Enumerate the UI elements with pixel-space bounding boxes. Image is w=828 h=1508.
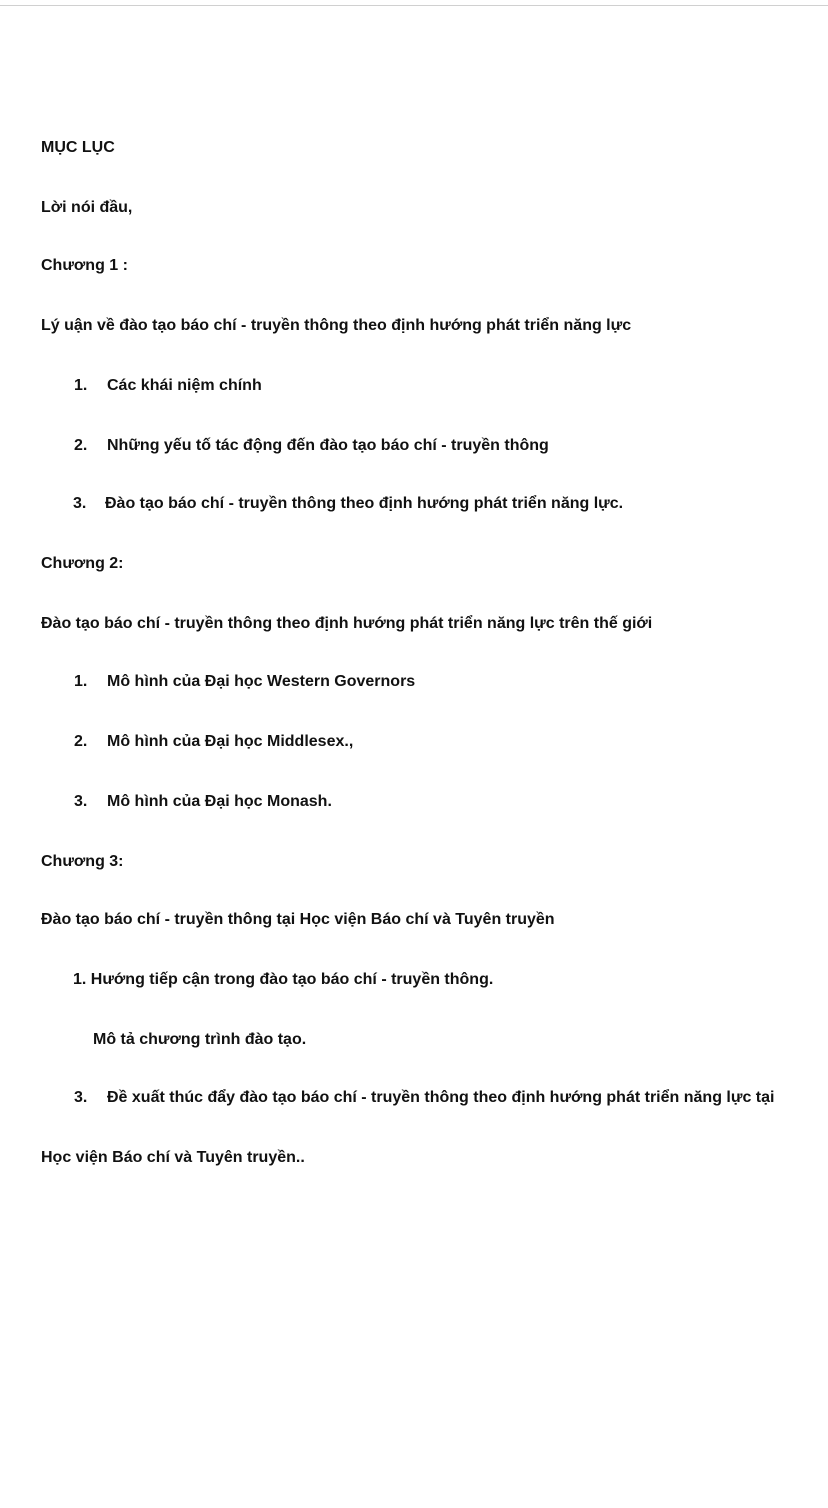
chapter-2-item-3-number: 3. bbox=[74, 793, 88, 810]
chapter-3-item-2: Mô tả chương trình đào tạo. bbox=[93, 1031, 307, 1048]
chapter-3-heading: Đào tạo báo chí - truyền thông tại Học viện Báo chí và Tuyên truyền bbox=[41, 911, 555, 928]
chapter-1-item-2: Những yếu tố tác động đến đào tạo báo chí - truyền thông bbox=[107, 437, 549, 454]
chapter-1-item-3-number: 3. bbox=[73, 495, 87, 512]
chapter-1-heading: Lý uận về đào tạo báo chí - truyền thông theo định hướng phát triển năng lực bbox=[41, 317, 632, 334]
toc-title: MỤC LỤC bbox=[41, 139, 115, 156]
chapter-2-label: Chương 2: bbox=[41, 555, 124, 572]
chapter-2-item-2-number: 2. bbox=[74, 733, 88, 750]
chapter-1-item-1-number: 1. bbox=[74, 377, 88, 394]
toc-preface: Lời nói đầu, bbox=[41, 199, 133, 216]
chapter-1-label: Chương 1 : bbox=[41, 257, 128, 274]
chapter-3-label: Chương 3: bbox=[41, 853, 124, 870]
chapter-3-item-1: 1. Hướng tiếp cận trong đào tạo báo chí - truyền thông. bbox=[73, 971, 494, 988]
chapter-1-item-2-number: 2. bbox=[74, 437, 88, 454]
chapter-2-item-1: Mô hình của Đại học Western Governors bbox=[107, 673, 416, 690]
chapter-2-item-2: Mô hình của Đại học Middlesex., bbox=[107, 733, 354, 750]
chapter-1-item-3: Đào tạo báo chí - truyền thông theo định hướng phát triển năng lực. bbox=[105, 495, 624, 512]
chapter-2-heading: Đào tạo báo chí - truyền thông theo định hướng phát triển năng lực trên thế giới bbox=[41, 615, 653, 632]
chapter-2-item-1-number: 1. bbox=[74, 673, 88, 690]
chapter-2-item-3: Mô hình của Đại học Monash. bbox=[107, 793, 332, 810]
chapter-1-item-1: Các khái niệm chính bbox=[107, 377, 262, 394]
chapter-3-item-3-number: 3. bbox=[74, 1089, 88, 1106]
top-divider bbox=[0, 5, 828, 6]
chapter-3-item-3-continuation: Học viện Báo chí và Tuyên truyền.. bbox=[41, 1149, 305, 1166]
chapter-3-item-3: Đề xuất thúc đẩy đào tạo báo chí - truyền thông theo định hướng phát triển năng lực tại bbox=[107, 1089, 775, 1106]
